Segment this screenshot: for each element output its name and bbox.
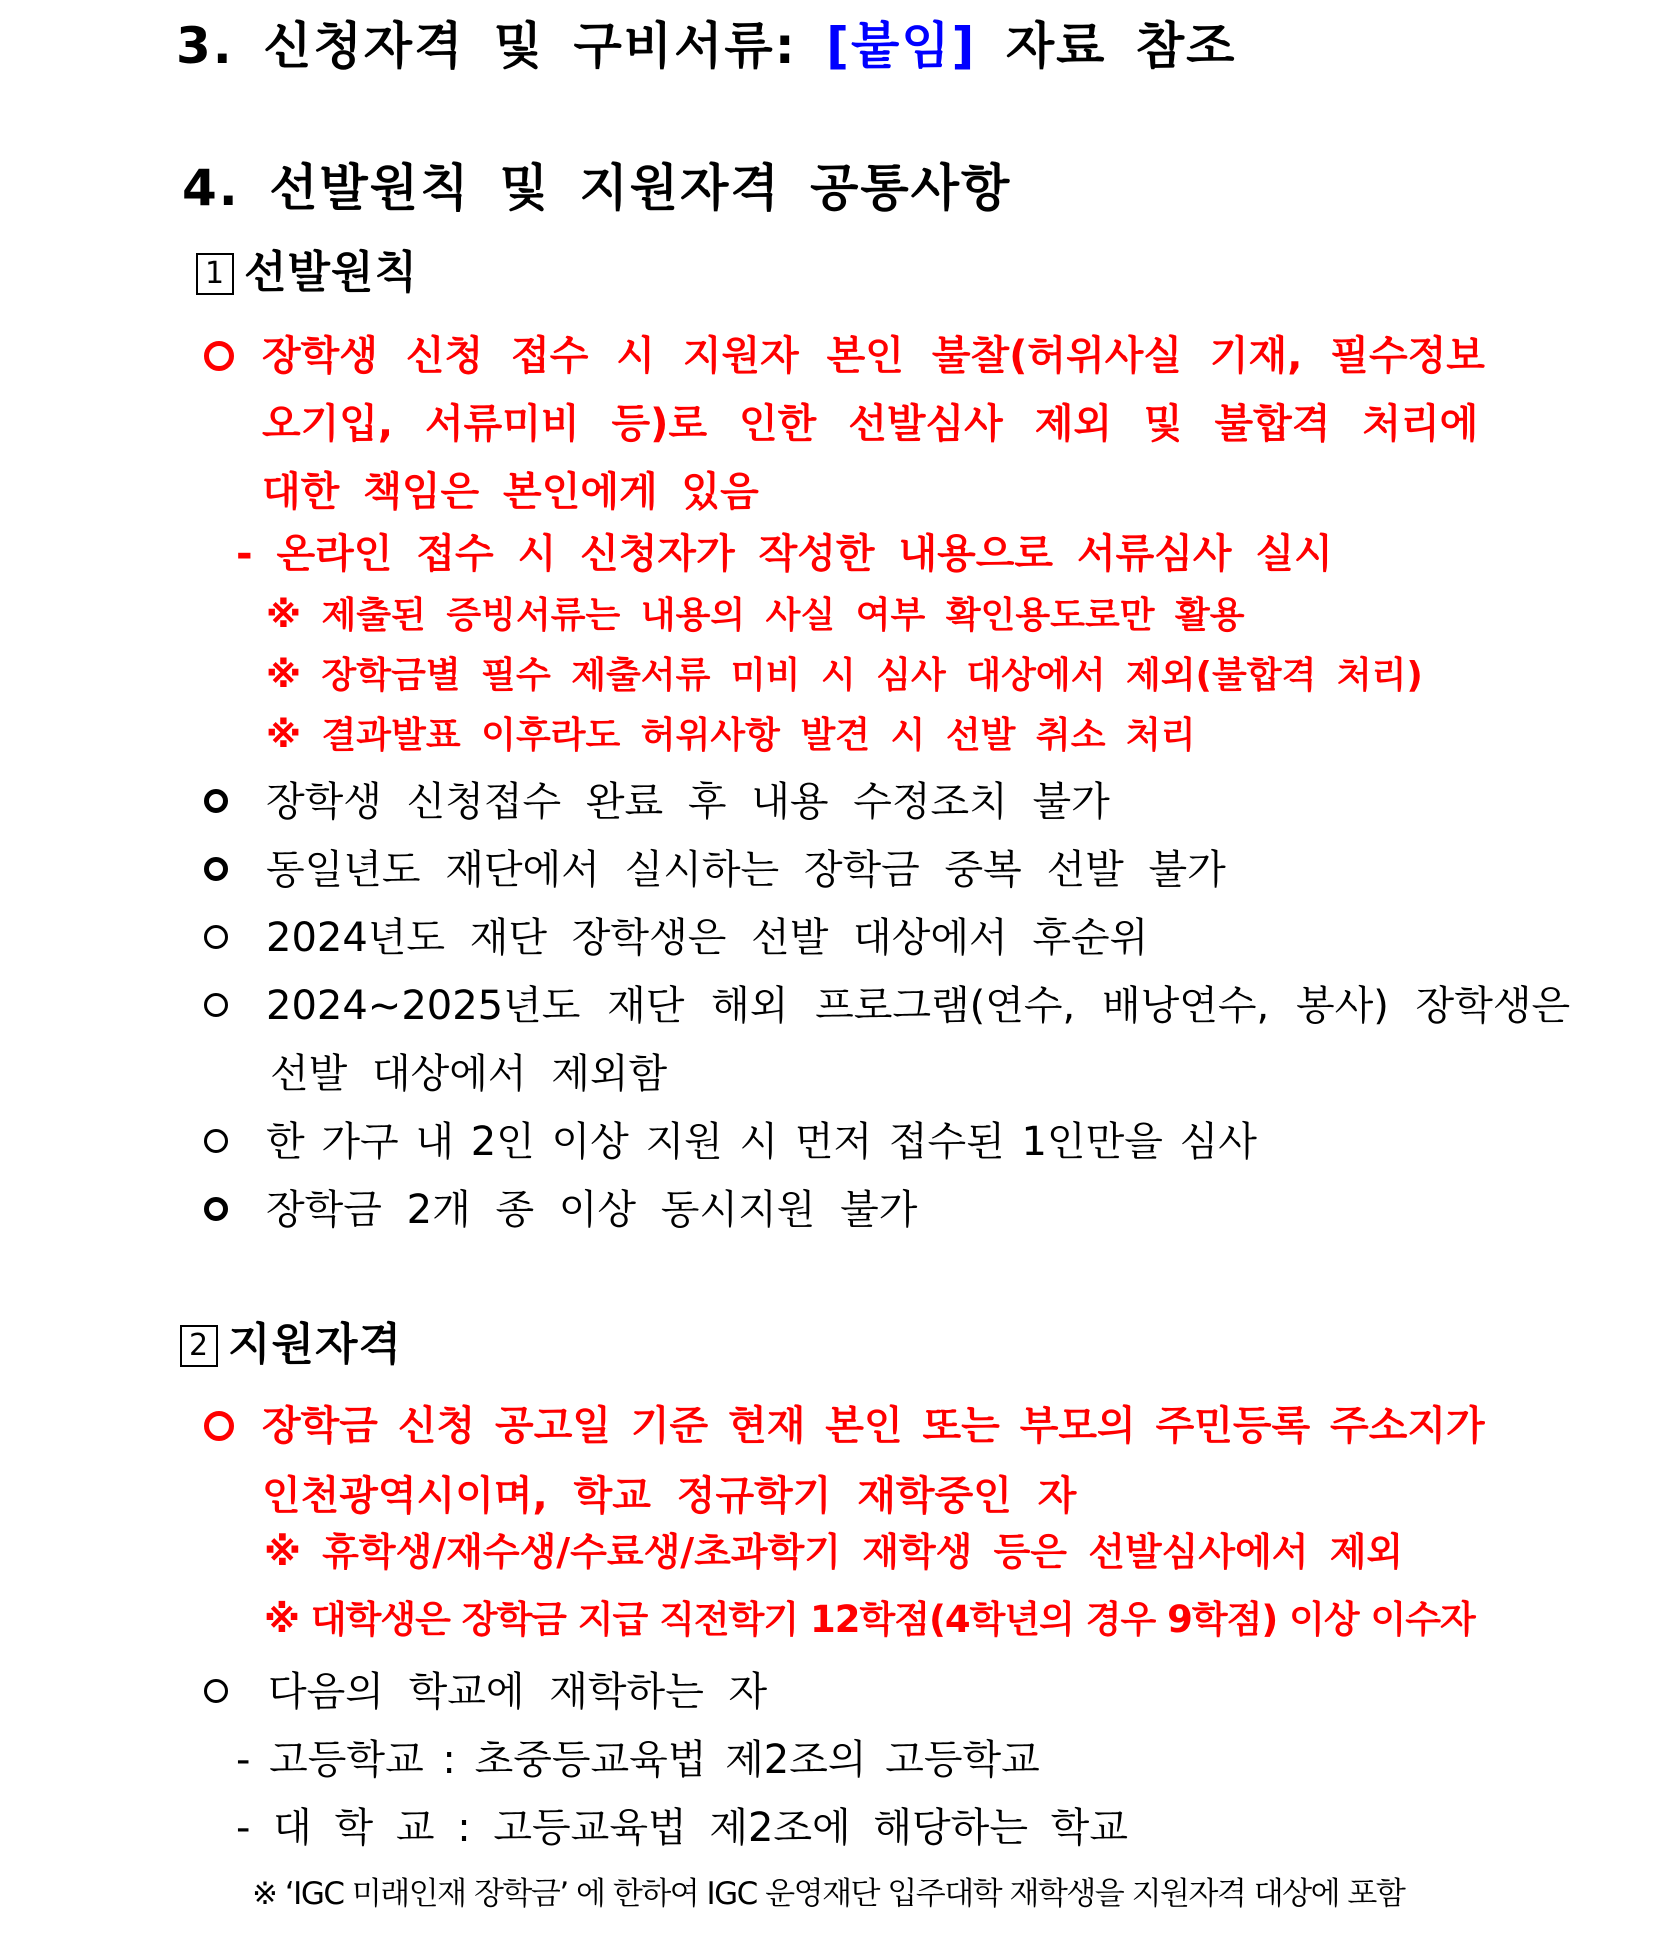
principle-item-5-line-2: 선발 대상에서 제외함 <box>270 1051 668 1097</box>
section-3-suffix: 자료 참조 <box>976 17 1237 75</box>
circle-bullet-icon <box>204 857 228 881</box>
circle-bullet-icon <box>204 1411 234 1441</box>
circle-bullet-icon <box>204 789 228 813</box>
principle-item-1-line-1: 장학생 신청 접수 시 지원자 본인 불찰(허위사실 기재, 필수정보 <box>262 333 1485 379</box>
circle-bullet-icon <box>204 993 228 1017</box>
circle-bullet-icon <box>204 341 234 371</box>
principle-item-3-text: 동일년도 재단에서 실시하는 장학금 중복 선발 불가 <box>266 847 1226 893</box>
principle-dash-1: - 온라인 접수 시 신청자가 작성한 내용으로 서류심사 실시 <box>236 531 1333 577</box>
circle-bullet-icon <box>204 925 228 949</box>
principle-item-1 <box>204 318 1504 515</box>
circle-bullet-icon <box>204 1679 228 1703</box>
principle-item-1-line-2: 오기입, 서류미비 등)로 인한 선발심사 제외 및 불합격 처리에 <box>262 401 1479 447</box>
subsection-2-title: 지원자격 <box>228 1319 403 1370</box>
qualification-item-1 <box>204 1388 1504 1519</box>
principle-item-4 <box>204 914 1504 962</box>
circle-bullet-icon <box>204 1197 228 1221</box>
subsection-1-number: 1 <box>196 253 234 295</box>
principle-item-1-line-3: 대한 책임은 본인에게 있음 <box>262 469 759 515</box>
qualification-note-2: ※ 대학생은 장학금 지급 직전학기 12학점(4학년의 경우 9학점) 이상 이수자 <box>264 1598 1475 1641</box>
section-4-heading: 4. 선발원칙 및 지원자격 공통사항 <box>182 159 1012 217</box>
attachment-link[interactable]: [붙임] <box>826 17 977 75</box>
principle-note-1: ※ 제출된 증빙서류는 내용의 사실 여부 확인용도로만 활용 <box>266 595 1245 636</box>
section-3-heading <box>176 6 1236 78</box>
section-3-prefix: 3. 신청자격 및 구비서류: <box>176 17 827 75</box>
circle-bullet-icon <box>204 1129 228 1153</box>
subsection-2-number: 2 <box>180 1325 218 1367</box>
principle-item-7-text: 장학금 2개 종 이상 동시지원 불가 <box>266 1187 918 1233</box>
principle-item-5 <box>204 982 1571 1098</box>
principle-item-6-text: 한 가구 내 2인 이상 지원 시 먼저 접수된 1인만을 심사 <box>266 1119 1257 1165</box>
qualification-item-1-line-2: 인천광역시이며, 학교 정규학기 재학중인 자 <box>262 1473 1077 1519</box>
principle-note-2: ※ 장학금별 필수 제출서류 미비 시 심사 대상에서 제외(불합격 처리) <box>266 655 1423 696</box>
principle-item-7 <box>204 1186 1504 1234</box>
principle-item-5-line-1: 2024~2025년도 재단 해외 프로그램(연수, 배낭연수, 봉사) 장학생은 <box>266 983 1571 1029</box>
qualification-item-2 <box>204 1668 1504 1716</box>
subsection-2-heading <box>180 1308 402 1372</box>
principle-item-2 <box>204 778 1504 826</box>
principle-item-2-text: 장학생 신청접수 완료 후 내용 수정조치 불가 <box>266 779 1110 825</box>
subsection-1-heading <box>196 236 418 300</box>
principle-item-4-text: 2024년도 재단 장학생은 선발 대상에서 후순위 <box>266 915 1149 961</box>
qualification-item-1-line-1: 장학금 신청 공고일 기준 현재 본인 또는 부모의 주민등록 주소지가 <box>262 1403 1485 1449</box>
subsection-1-title: 선발원칙 <box>244 247 419 298</box>
qualification-note-3: ※ ‘IGC 미래인재 장학금’ 에 한하여 IGC 운영재단 입주대학 재학생을 지원자격 대상에 포함 <box>252 1876 1405 1912</box>
principle-item-6 <box>204 1118 1504 1166</box>
qualification-item-2-text: 다음의 학교에 재학하는 자 <box>268 1669 768 1715</box>
qualification-dash-2: - 대 학 교 : 고등교육법 제2조에 해당하는 학교 <box>236 1805 1128 1851</box>
principle-item-3 <box>204 846 1504 894</box>
qualification-dash-1: - 고등학교 : 초중등교육법 제2조의 고등학교 <box>236 1737 1040 1783</box>
principle-note-3: ※ 결과발표 이후라도 허위사항 발견 시 선발 취소 처리 <box>266 715 1196 756</box>
qualification-note-1: ※ 휴학생/재수생/수료생/초과학기 재학생 등은 선발심사에서 제외 <box>264 1530 1404 1574</box>
